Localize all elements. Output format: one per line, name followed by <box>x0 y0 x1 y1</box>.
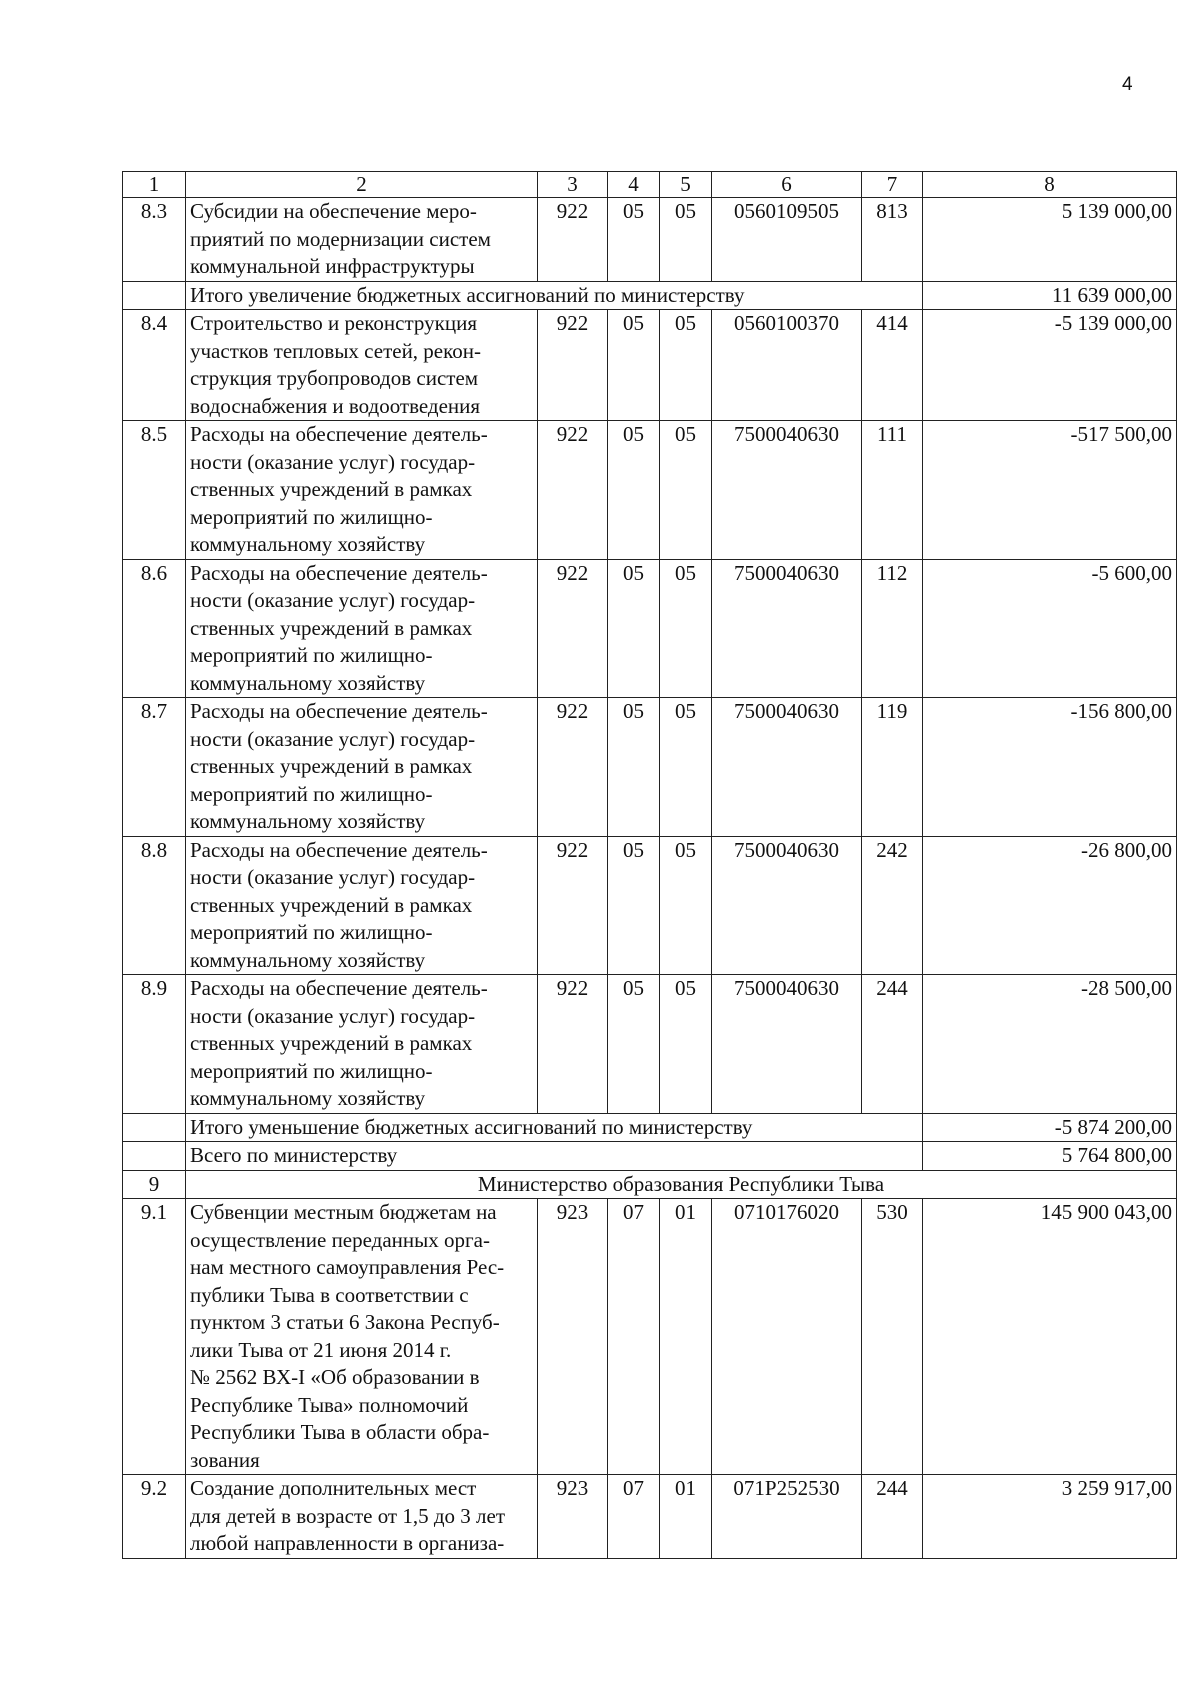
table-row <box>123 310 1177 421</box>
description-line: осуществление переданных орга- <box>190 1227 490 1252</box>
table-body <box>123 172 1177 1559</box>
description-line: струкция трубопроводов систем <box>190 366 479 390</box>
amount: 3 259 917,00 <box>923 1475 1177 1559</box>
description-line: зования <box>190 1447 260 1472</box>
description-line: коммунальному хозяйству <box>190 670 426 695</box>
target-article-code: 7500040630 <box>712 975 862 1114</box>
column-header: 3 <box>538 172 608 198</box>
expense-type-code: 112 <box>862 559 923 698</box>
description-line: Республики Тыва в области обра- <box>190 1420 490 1444</box>
row-description <box>186 836 538 975</box>
description-line: ственных учреждений в рамках <box>190 754 473 778</box>
target-article-code: 0560100370 <box>712 310 862 421</box>
empty-cell <box>123 1113 186 1142</box>
target-article-code: 0710176020 <box>712 1199 862 1475</box>
row-description <box>186 1199 538 1475</box>
expense-type-code: 530 <box>862 1199 923 1475</box>
description-line: Расходы на обеспечение деятель- <box>190 422 488 446</box>
section-header-row <box>123 1170 1177 1199</box>
page-number: 4 <box>1122 74 1133 95</box>
row-number: 8.6 <box>123 559 186 698</box>
description-line: коммунальному хозяйству <box>190 532 426 556</box>
amount: -5 600,00 <box>923 559 1177 698</box>
table-row <box>123 1475 1177 1559</box>
ministry-code: 922 <box>538 198 608 282</box>
column-header: 1 <box>123 172 186 198</box>
row-description <box>186 975 538 1114</box>
section-code: 05 <box>608 836 660 975</box>
ministry-code: 923 <box>538 1199 608 1475</box>
subsection-code: 05 <box>660 975 712 1114</box>
target-article-code: 0560109505 <box>712 198 862 282</box>
description-line: мероприятий по жилищно- <box>190 643 433 667</box>
subsection-code: 01 <box>660 1475 712 1559</box>
table-row <box>123 559 1177 698</box>
description-line: Расходы на обеспечение деятель- <box>190 976 488 1000</box>
section-code: 07 <box>608 1475 660 1559</box>
subsection-code: 01 <box>660 1199 712 1475</box>
total-amount: 11 639 000,00 <box>923 281 1177 310</box>
expense-type-code: 119 <box>862 698 923 837</box>
row-description <box>186 198 538 282</box>
amount: -28 500,00 <box>923 975 1177 1114</box>
description-line: ности (оказание услуг) государ- <box>190 588 476 612</box>
amount: -5 139 000,00 <box>923 310 1177 421</box>
section-code: 05 <box>608 198 660 282</box>
description-line: Расходы на обеспечение деятель- <box>190 837 488 862</box>
description-line: мероприятий по жилищно- <box>190 920 433 944</box>
column-header: 5 <box>660 172 712 198</box>
column-header: 2 <box>186 172 538 198</box>
row-number: 8.8 <box>123 836 186 975</box>
description-line: коммунальному хозяйству <box>190 947 426 972</box>
description-line: Республике Тыва» полномочий <box>190 1392 469 1417</box>
description-line: Расходы на обеспечение деятель- <box>190 560 488 585</box>
subsection-code: 05 <box>660 836 712 975</box>
description-line: участков тепловых сетей, рекон- <box>190 338 481 363</box>
table-row <box>123 975 1177 1114</box>
description-line: любой направленности в организа- <box>190 1531 505 1555</box>
section-code: 05 <box>608 698 660 837</box>
amount: 145 900 043,00 <box>923 1199 1177 1475</box>
target-article-code: 7500040630 <box>712 698 862 837</box>
description-line: Создание дополнительных мест <box>190 1476 477 1500</box>
target-article-code: 7500040630 <box>712 421 862 560</box>
description-line: приятий по модернизации систем <box>190 226 491 251</box>
description-line: ственных учреждений в рамках <box>190 892 473 917</box>
subsection-code: 05 <box>660 421 712 560</box>
section-number: 9 <box>123 1170 186 1199</box>
description-line: Строительство и реконструкция <box>190 311 477 335</box>
empty-cell <box>123 1142 186 1171</box>
description-line: мероприятий по жилищно- <box>190 1058 433 1083</box>
total-increase-row <box>123 281 1177 310</box>
row-number: 8.7 <box>123 698 186 837</box>
description-line: мероприятий по жилищно- <box>190 504 433 529</box>
row-number: 8.3 <box>123 198 186 282</box>
ministry-code: 922 <box>538 975 608 1114</box>
row-number: 8.9 <box>123 975 186 1114</box>
section-code: 05 <box>608 975 660 1114</box>
section-code: 05 <box>608 310 660 421</box>
row-number: 8.4 <box>123 310 186 421</box>
amount: -517 500,00 <box>923 421 1177 560</box>
table-row <box>123 421 1177 560</box>
subsection-code: 05 <box>660 198 712 282</box>
ministry-code: 922 <box>538 698 608 837</box>
expense-type-code: 244 <box>862 1475 923 1559</box>
expense-type-code: 111 <box>862 421 923 560</box>
expense-type-code: 813 <box>862 198 923 282</box>
description-line: ности (оказание услуг) государ- <box>190 865 476 889</box>
description-line: ственных учреждений в рамках <box>190 1031 473 1055</box>
description-line: публики Тыва в соответствии с <box>190 1282 469 1307</box>
description-line: ственных учреждений в рамках <box>190 477 473 501</box>
description-line: пунктом 3 статьи 6 Закона Респуб- <box>190 1310 500 1334</box>
total-amount: -5 874 200,00 <box>923 1113 1177 1142</box>
description-line: № 2562 ВХ-I «Об образовании в <box>190 1365 480 1389</box>
column-header: 4 <box>608 172 660 198</box>
total-label: Всего по министерству <box>186 1142 923 1171</box>
table-row <box>123 1199 1177 1475</box>
row-number: 8.5 <box>123 421 186 560</box>
section-code: 07 <box>608 1199 660 1475</box>
empty-cell <box>123 281 186 310</box>
description-line: мероприятий по жилищно- <box>190 781 433 806</box>
row-description <box>186 559 538 698</box>
subsection-code: 05 <box>660 698 712 837</box>
column-header: 8 <box>923 172 1177 198</box>
description-line: ности (оказание услуг) государ- <box>190 449 476 474</box>
total-amount: 5 764 800,00 <box>923 1142 1177 1171</box>
description-line: для детей в возрасте от 1,5 до 3 лет <box>190 1503 505 1528</box>
description-line: коммунальной инфраструктуры <box>190 254 475 278</box>
row-description <box>186 421 538 560</box>
amount: 5 139 000,00 <box>923 198 1177 282</box>
table-row <box>123 698 1177 837</box>
ministry-code: 923 <box>538 1475 608 1559</box>
ministry-code: 922 <box>538 421 608 560</box>
description-line: Расходы на обеспечение деятель- <box>190 699 488 723</box>
description-line: ности (оказание услуг) государ- <box>190 1003 476 1028</box>
ministry-code: 922 <box>538 836 608 975</box>
subsection-code: 05 <box>660 559 712 698</box>
total-ministry-row <box>123 1142 1177 1171</box>
table-header-row <box>123 172 1177 198</box>
expense-type-code: 244 <box>862 975 923 1114</box>
section-code: 05 <box>608 421 660 560</box>
description-line: Субвенции местным бюджетам на <box>190 1200 497 1224</box>
amount: -156 800,00 <box>923 698 1177 837</box>
description-line: ности (оказание услуг) государ- <box>190 726 476 751</box>
total-label: Итого уменьшение бюджетных ассигнований по министерству <box>186 1113 923 1142</box>
row-description <box>186 698 538 837</box>
target-article-code: 071P252530 <box>712 1475 862 1559</box>
description-line: Субсидии на обеспечение меро- <box>190 199 477 223</box>
row-description <box>186 1475 538 1559</box>
target-article-code: 7500040630 <box>712 559 862 698</box>
description-line: ственных учреждений в рамках <box>190 615 473 640</box>
description-line: коммунальному хозяйству <box>190 1086 426 1110</box>
description-line: коммунальному хозяйству <box>190 809 426 833</box>
ministry-code: 922 <box>538 310 608 421</box>
description-line: нам местного самоуправления Рес- <box>190 1255 505 1279</box>
expense-type-code: 414 <box>862 310 923 421</box>
table-row <box>123 198 1177 282</box>
row-description <box>186 310 538 421</box>
total-label: Итого увеличение бюджетных ассигнований по министерству <box>186 281 923 310</box>
column-header: 6 <box>712 172 862 198</box>
budget-table <box>122 171 1177 1559</box>
section-code: 05 <box>608 559 660 698</box>
ministry-code: 922 <box>538 559 608 698</box>
row-number: 9.2 <box>123 1475 186 1559</box>
section-title: Министерство образования Республики Тыва <box>186 1170 1177 1199</box>
description-line: лики Тыва от 21 июня 2014 г. <box>190 1337 452 1362</box>
amount: -26 800,00 <box>923 836 1177 975</box>
description-line: водоснабжения и водоотведения <box>190 393 481 418</box>
column-header: 7 <box>862 172 923 198</box>
row-number: 9.1 <box>123 1199 186 1475</box>
subsection-code: 05 <box>660 310 712 421</box>
total-decrease-row <box>123 1113 1177 1142</box>
table-row <box>123 836 1177 975</box>
target-article-code: 7500040630 <box>712 836 862 975</box>
expense-type-code: 242 <box>862 836 923 975</box>
